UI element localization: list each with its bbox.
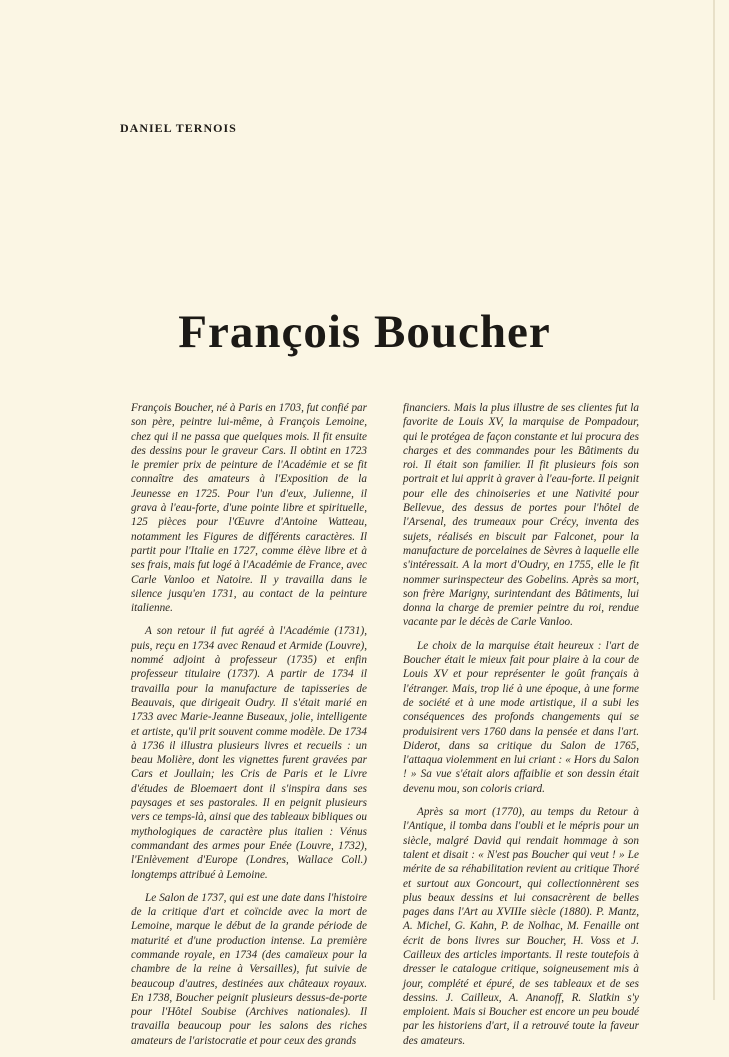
right-column — [403, 401, 639, 1057]
paragraph: Le Salon de 1737, qui est une date dans l'histoire de la critique d'art et coïncide avec la mort de Lemoine, marque le début de la grande période de maturité et d'une production intense. La première commande royale, en 1734 (des camaïeux pour la chambre de la reine à Versailles), fut suivie de beaucoup d'autres, destinées aux châteaux royaux. En 1738, Boucher peignit plusieurs dessus-de-porte pour l'Hôtel Soubise (Archives nationales). Il travailla beaucoup pour les salons des riches amateurs de l'aristocratie et pour ceux des grands — [131, 891, 367, 1047]
paragraph: A son retour il fut agréé à l'Académie (1731), puis, reçu en 1734 avec Renaud et Armide (Louvre), nommé adjoint à professeur (1735) et enfin professeur titulaire (1737). A partir de 1734 il travailla pour la manufacture de tapisseries de Beauvais, que dirigeait Oudry. Il s'était marié en 1733 avec Marie-Jeanne Buseaux, jolie, intelligente et artiste, qu'il prit souvent comme modèle. De 1734 à 1736 il illustra plusieurs livres et recueils : un beau Molière, dont les vignettes furent gravées par Cars et Joullain; les Cris de Paris et le Livre d'études de Bloemaert dont il s'inspira dans ses paysages et ses pastorales. Il en peignit plusieurs vers ce temps-là, ainsi que des tableaux bibliques ou mythologiques de caractère plus italien : Vénus commandant des armes pour Enée (Louvre, 1732), l'Enlèvement d'Europe (Londres, Wallace Coll.) longtemps attribué à Lemoine. — [131, 625, 367, 881]
paragraph: François Boucher, né à Paris en 1703, fut confié par son père, peintre lui-même, à François Lemoine, chez qui il ne passa que quelques mois. Il fit ensuite des dessins pour le graveur Cars. Il obtint en 1723 le premier prix de peinture de l'Académie et se fit connaître des amateurs à l'Exposition de la Jeunesse en 1725. Pour l'un d'eux, Julienne, il grava à l'eau-forte, d'une pointe libre et spirituelle, 125 pièces pour l'Œuvre d'Antoine Watteau, notamment les Figures de différents caractères. Il partit pour l'Italie en 1727, comme élève libre et à ses frais, mais fut logé à l'Académie de France, avec Carle Vanloo et Natoire. Il y travailla dans le silence jusqu'en 1731, au contact de la peinture italienne. — [131, 402, 367, 615]
page-edge — [713, 0, 715, 1000]
paragraph: financiers. Mais la plus illustre de ses clientes fut la favorite de Louis XV, la marquise de Pompadour, qui le protégea de façon constante et lui procura des charges et des commandes pour les Bâtiments du roi. Il était son familier. Il fit plusieurs fois son portrait et lui apprit à graver à l'eau-forte. Il peignit pour elle des chinoiseries et une Nativité pour Bellevue, des dessus de portes pour l'hôtel de l'Arsenal, des trumeaux pour Crécy, inventa des sujets, réalisés en biscuit par Falconet, pour la manufacture de porcelaines de Sèvres à laquelle elle s'intéressait. A la mort d'Oudry, en 1755, elle le fit nommer surinspecteur des Gobelins. Après sa mort, son frère Marigny, surintendant des Bâtiments, lui donna la charge de premier peintre du roi, rendue vacante par le décès de Carle Vanloo. — [403, 402, 639, 629]
paragraph: Après sa mort (1770), au temps du Retour à l'Antique, il tomba dans l'oubli et le mépris pour un siècle, malgré David qui rendait hommage à son talent et disait : « N'est pas Boucher qui veut ! » Le mérite de sa réhabilitation revient au critique Thoré et surtout aux Goncourt, qui collectionnèrent ses plus beaux dessins et lui consacrèrent de belles pages dans l'Art au XVIIIe siècle (1880). P. Mantz, A. Michel, G. Kahn, P. de Nolhac, M. Fenaille ont écrit de bons livres sur Boucher, H. Voss et J. Cailleux des articles importants. Il reste toutefois à dresser le catalogue critique, soigneusement mis à jour, complété et épuré, de ses tableaux et de ses dessins. J. Cailleux, A. Ananoff, R. Slatkin s'y emploient. Mais si Boucher est encore un peu boudé par les historiens d'art, il a retrouvé toute la faveur des amateurs. — [403, 806, 639, 1047]
author-name: DANIEL TERNOIS — [120, 121, 237, 135]
left-column — [131, 401, 367, 1057]
paragraph: Le choix de la marquise était heureux : l'art de Boucher était le mieux fait pour plaire à la cour de Louis XV et pour représenter le goût français à l'étranger. Mais, trop lié à une époque, à une forme de société et à une mode artistique, il a subi les conséquences des profonds changements qui se produisirent vers 1760 dans la pensée et dans l'art. Diderot, dans sa critique du Salon de 1765, l'attaqua violemment en lui criant : « Hors du Salon ! » Sa vue s'était alors affaiblie et son dessin était devenu mou, son coloris criard. — [403, 639, 639, 795]
article-title: François Boucher — [178, 306, 551, 358]
